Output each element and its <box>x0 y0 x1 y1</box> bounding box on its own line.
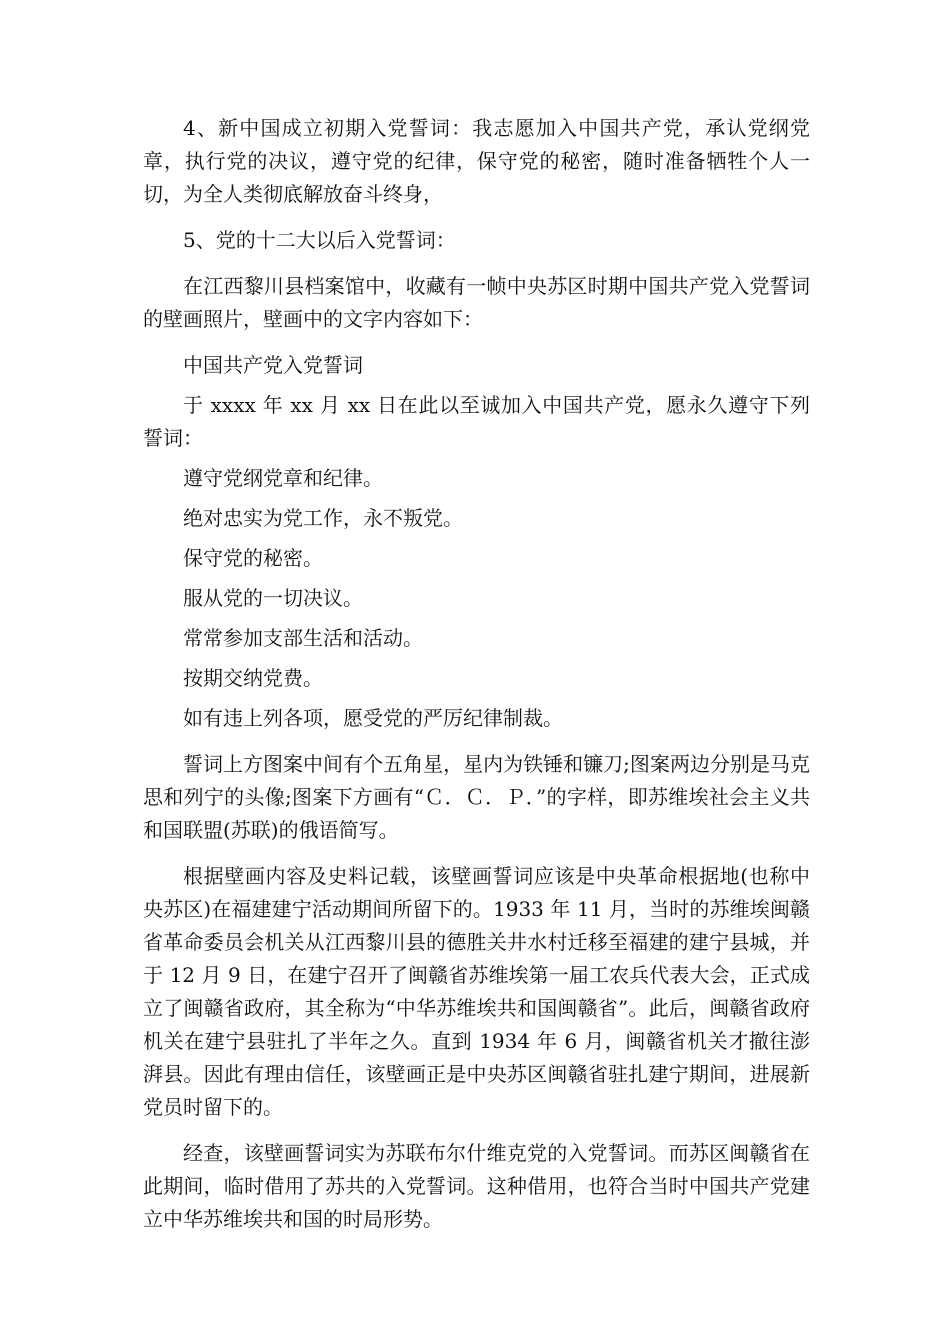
paragraph-oath-item-5: 常常参加支部生活和活动。 <box>183 626 423 650</box>
paragraph-oath-item-1: 遵守党纲党章和纪律。 <box>183 466 383 490</box>
paragraph-oath-item-2: 绝对忠实为党工作，永不叛党。 <box>183 506 463 530</box>
paragraph-oath-title: 中国共产党入党誓词 <box>183 353 363 377</box>
paragraph-conclusion: 经查，该壁画誓词实为苏联布尔什维克党的入党誓词。而苏区闽赣省在此期间，临时借用了苏共的入党誓词。这种借用，也符合当时中国共产党建立中华苏维埃共和国的时局形势。 <box>143 1141 810 1231</box>
paragraph-oath-item-4: 服从党的一切决议。 <box>183 586 363 610</box>
paragraph-oath-early-prc: 4、新中国成立初期入党誓词：我志愿加入中国共产党，承认党纲党章，执行党的决议，遵守党的纪律，保守党的秘密，随时准备牺牲个人一切，为全人类彻底解放奋斗终身， <box>143 116 810 206</box>
paragraph-oath-item-3: 保守党的秘密。 <box>183 546 323 570</box>
paragraph-oath-closing: 如有违上列各项，愿受党的严厉纪律制裁。 <box>183 706 563 730</box>
paragraph-oath-item-6: 按期交纳党费。 <box>183 666 323 690</box>
paragraph-historical-context: 根据壁画内容及史料记载，该壁画誓词应该是中央革命根据地(也称中央苏区)在福建建宁活动期间所留下的。1933 年 11 月，当时的苏维埃闽赣省革命委员会机关从江西黎川县的德胜关井水村迁移至福建的建宁县城，并于 12 月 9 日，在建宁召开了闽赣省苏维埃第一届工农兵代表大会，正式成立了闽赣省政府，其全称为“中华苏维埃共和国闽赣省”。此后，闽赣省政府机关在建宁县驻扎了半年之久。直到 1934 年 6 月，闽赣省机关才撤往澎湃县。因此有理由信任，该壁画正是中央苏区闽赣省驻扎建宁期间，进展新党员时留下的。 <box>143 864 810 1119</box>
paragraph-oath-preamble: 于 xxxx 年 xx 月 xx 日在此以至诚加入中国共产党，愿永久遵守下列誓词： <box>143 393 810 450</box>
paragraph-archive-intro: 在江西黎川县档案馆中，收藏有一帧中央苏区时期中国共产党入党誓词的壁画照片，壁画中的文字内容如下： <box>143 274 810 331</box>
paragraph-oath-12th-congress-heading: 5、党的十二大以后入党誓词： <box>183 228 456 252</box>
document-body <box>143 112 810 1243</box>
paragraph-mural-description: 誓词上方图案中间有个五角星，星内为铁锤和镰刀;图案两边分别是马克思和列宁的头像;图案下方画有“Ｃ．Ｃ．Ｐ．”的字样，即苏维埃社会主义共和国联盟(苏联)的俄语简写。 <box>143 752 810 842</box>
